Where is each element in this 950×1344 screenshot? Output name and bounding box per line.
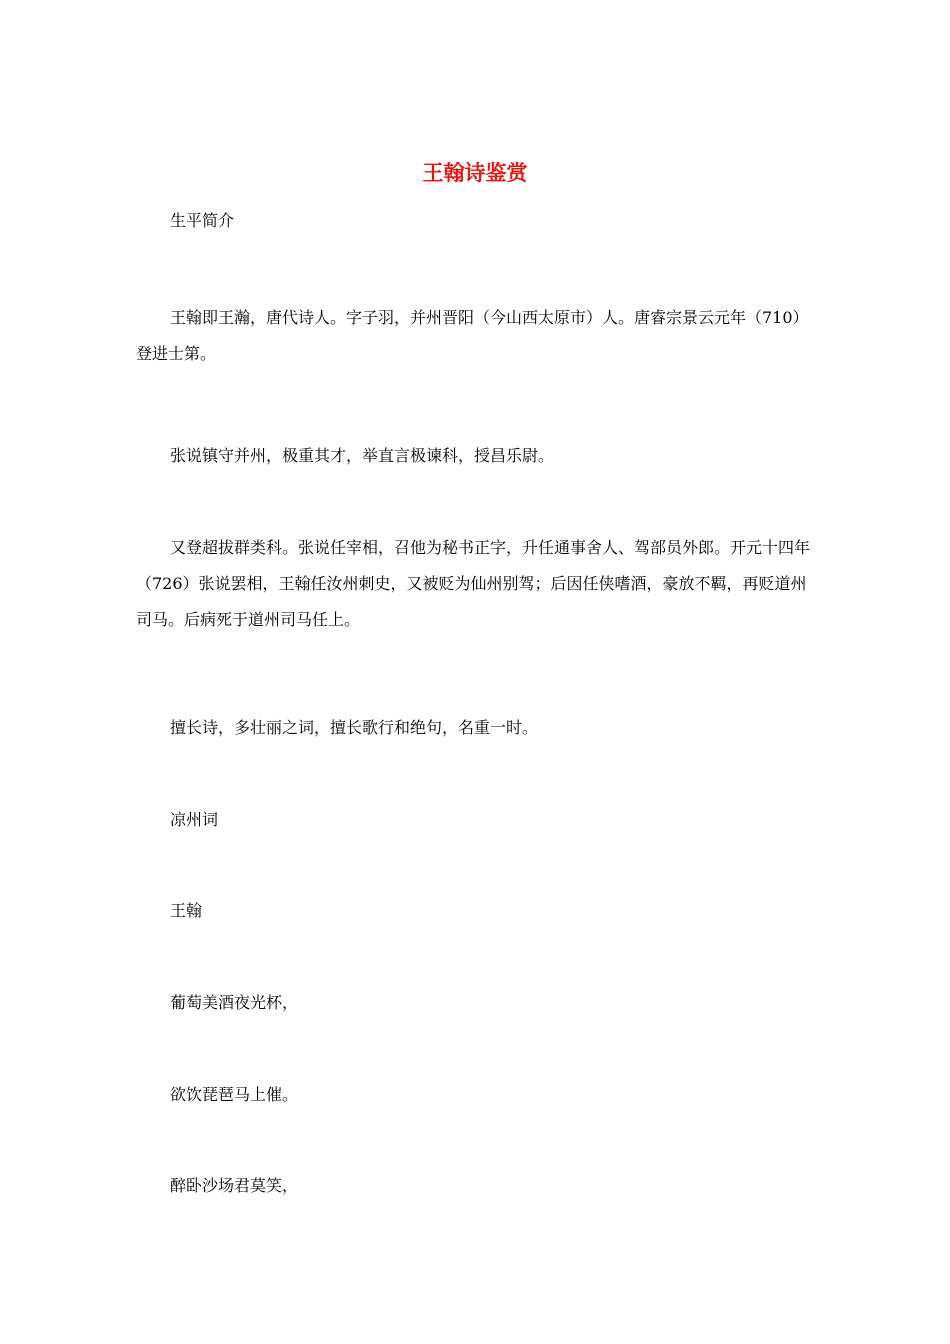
poem-title: 凉州词 (170, 810, 219, 829)
section-heading-biography: 生平简介 (170, 211, 235, 230)
poem-line: 欲饮琵琶马上催。 (170, 1085, 299, 1104)
paragraph-intro: 王翰即王瀚，唐代诗人。字子羽，并州晋阳（今山西太原市）人。唐睿宗景云元年（710）登进士第。 (136, 308, 809, 363)
poem-line: 醉卧沙场君莫笑， (170, 1176, 299, 1195)
poem-line: 葡萄美酒夜光杯， (170, 993, 299, 1012)
paragraph-career: 又登超拔群类科。张说任宰相，召他为秘书正字，升任通事舍人、驾部员外郎。开元十四年（726）张说罢相，王翰任汝州刺史，又被贬为仙州别驾；后因任侠嗜酒，豪放不羁，再贬道州司马。后病死于道州司马任上。 (136, 538, 811, 629)
poem-author: 王翰 (170, 901, 203, 920)
paragraph-poetry-skill: 擅长诗，多壮丽之词，擅长歌行和绝句，名重一时。 (170, 718, 539, 737)
page-title: 王翰诗鉴赏 (422, 161, 528, 185)
paragraph-zhang-shuo: 张说镇守并州，极重其才，举直言极谏科，授昌乐尉。 (170, 446, 555, 465)
